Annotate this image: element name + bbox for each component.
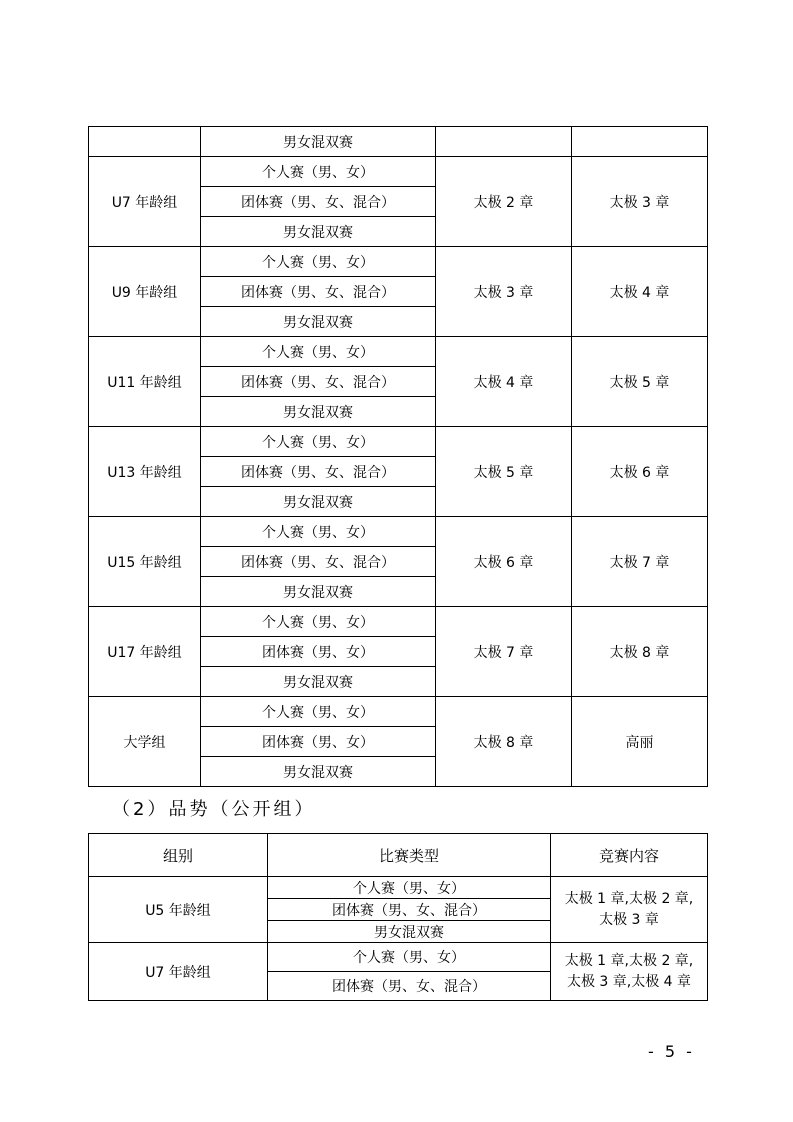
header-event-type: 比赛类型 [268, 834, 551, 877]
content-cell: 太极 3 章 [572, 157, 708, 247]
content-line: 太极 3 章 [599, 911, 659, 928]
group-name-cell: U7 年龄组 [89, 157, 201, 247]
content-cell [572, 127, 708, 157]
event-cell: 个人赛（男、女） [201, 697, 436, 727]
group-name-cell: U11 年龄组 [89, 337, 201, 427]
group-name-cell: U13 年龄组 [89, 427, 201, 517]
event-cell: 个人赛（男、女） [201, 157, 436, 187]
content-cell: 太极 4 章 [436, 337, 572, 427]
content-cell: 太极 8 章 [572, 607, 708, 697]
event-cell: 个人赛（男、女） [268, 877, 551, 899]
content-cell: 太极 8 章 [436, 697, 572, 787]
event-cell: 团体赛（男、女） [201, 637, 436, 667]
event-cell: 团体赛（男、女、混合） [268, 972, 551, 1001]
group-name-cell: U15 年龄组 [89, 517, 201, 607]
content-cell: 太极 2 章 [436, 157, 572, 247]
event-cell: 男女混双赛 [201, 667, 436, 697]
page-number: - 5 - [648, 1042, 695, 1061]
group-name-cell: 大学组 [89, 697, 201, 787]
table-row [89, 127, 708, 157]
table-row [89, 607, 708, 637]
content-cell [436, 127, 572, 157]
group-table-body [89, 127, 708, 787]
group-table-continued [88, 126, 708, 787]
section-heading: （2）品势（公开组） [112, 799, 316, 820]
event-cell: 男女混双赛 [201, 307, 436, 337]
event-cell: 男女混双赛 [201, 577, 436, 607]
content-cell: 太极 6 章 [436, 517, 572, 607]
table-row [89, 427, 708, 457]
event-cell: 男女混双赛 [201, 487, 436, 517]
event-cell: 男女混双赛 [201, 127, 436, 157]
event-cell: 团体赛（男、女、混合） [201, 277, 436, 307]
content-cell [551, 877, 708, 943]
content-cell: 太极 7 章 [572, 517, 708, 607]
group-cell [89, 127, 201, 157]
content-cell: 太极 7 章 [436, 607, 572, 697]
content-cell: 太极 5 章 [572, 337, 708, 427]
content-line: 太极 1 章,太极 2 章, [564, 952, 694, 969]
event-cell: 个人赛（男、女） [201, 517, 436, 547]
group-name-cell: U9 年龄组 [89, 247, 201, 337]
table-row [89, 697, 708, 727]
event-cell: 团体赛（男、女） [201, 727, 436, 757]
table-row [89, 943, 708, 972]
table-row [89, 877, 708, 899]
event-cell: 团体赛（男、女、混合） [201, 457, 436, 487]
header-group: 组别 [89, 834, 268, 877]
open-group-table-body [89, 877, 708, 1001]
table-row [89, 157, 708, 187]
content-cell: 太极 3 章 [436, 247, 572, 337]
table-row [89, 517, 708, 547]
event-cell: 男女混双赛 [201, 757, 436, 787]
event-cell: 个人赛（男、女） [201, 607, 436, 637]
group-name-cell: U17 年龄组 [89, 607, 201, 697]
event-cell: 个人赛（男、女） [201, 427, 436, 457]
event-cell: 团体赛（男、女、混合） [201, 367, 436, 397]
open-group-table [88, 833, 708, 1001]
group-name-cell: U5 年龄组 [89, 877, 268, 943]
event-cell: 男女混双赛 [268, 921, 551, 943]
event-cell: 团体赛（男、女、混合） [201, 547, 436, 577]
content-cell: 太极 5 章 [436, 427, 572, 517]
content-cell: 太极 6 章 [572, 427, 708, 517]
event-cell: 个人赛（男、女） [201, 337, 436, 367]
event-cell: 男女混双赛 [201, 217, 436, 247]
event-cell: 团体赛（男、女、混合） [201, 187, 436, 217]
content-cell [551, 943, 708, 1001]
table-row [89, 337, 708, 367]
group-name-cell: U7 年龄组 [89, 943, 268, 1001]
event-cell: 团体赛（男、女、混合） [268, 899, 551, 921]
content-line: 太极 1 章,太极 2 章, [564, 890, 694, 907]
content-cell: 太极 4 章 [572, 247, 708, 337]
header-content: 竞赛内容 [551, 834, 708, 877]
table-row [89, 247, 708, 277]
content-cell: 高丽 [572, 697, 708, 787]
content-line: 太极 3 章,太极 4 章 [566, 973, 692, 990]
event-cell: 男女混双赛 [201, 397, 436, 427]
event-cell: 个人赛（男、女） [201, 247, 436, 277]
event-cell: 个人赛（男、女） [268, 943, 551, 972]
table-header-row [89, 834, 708, 877]
